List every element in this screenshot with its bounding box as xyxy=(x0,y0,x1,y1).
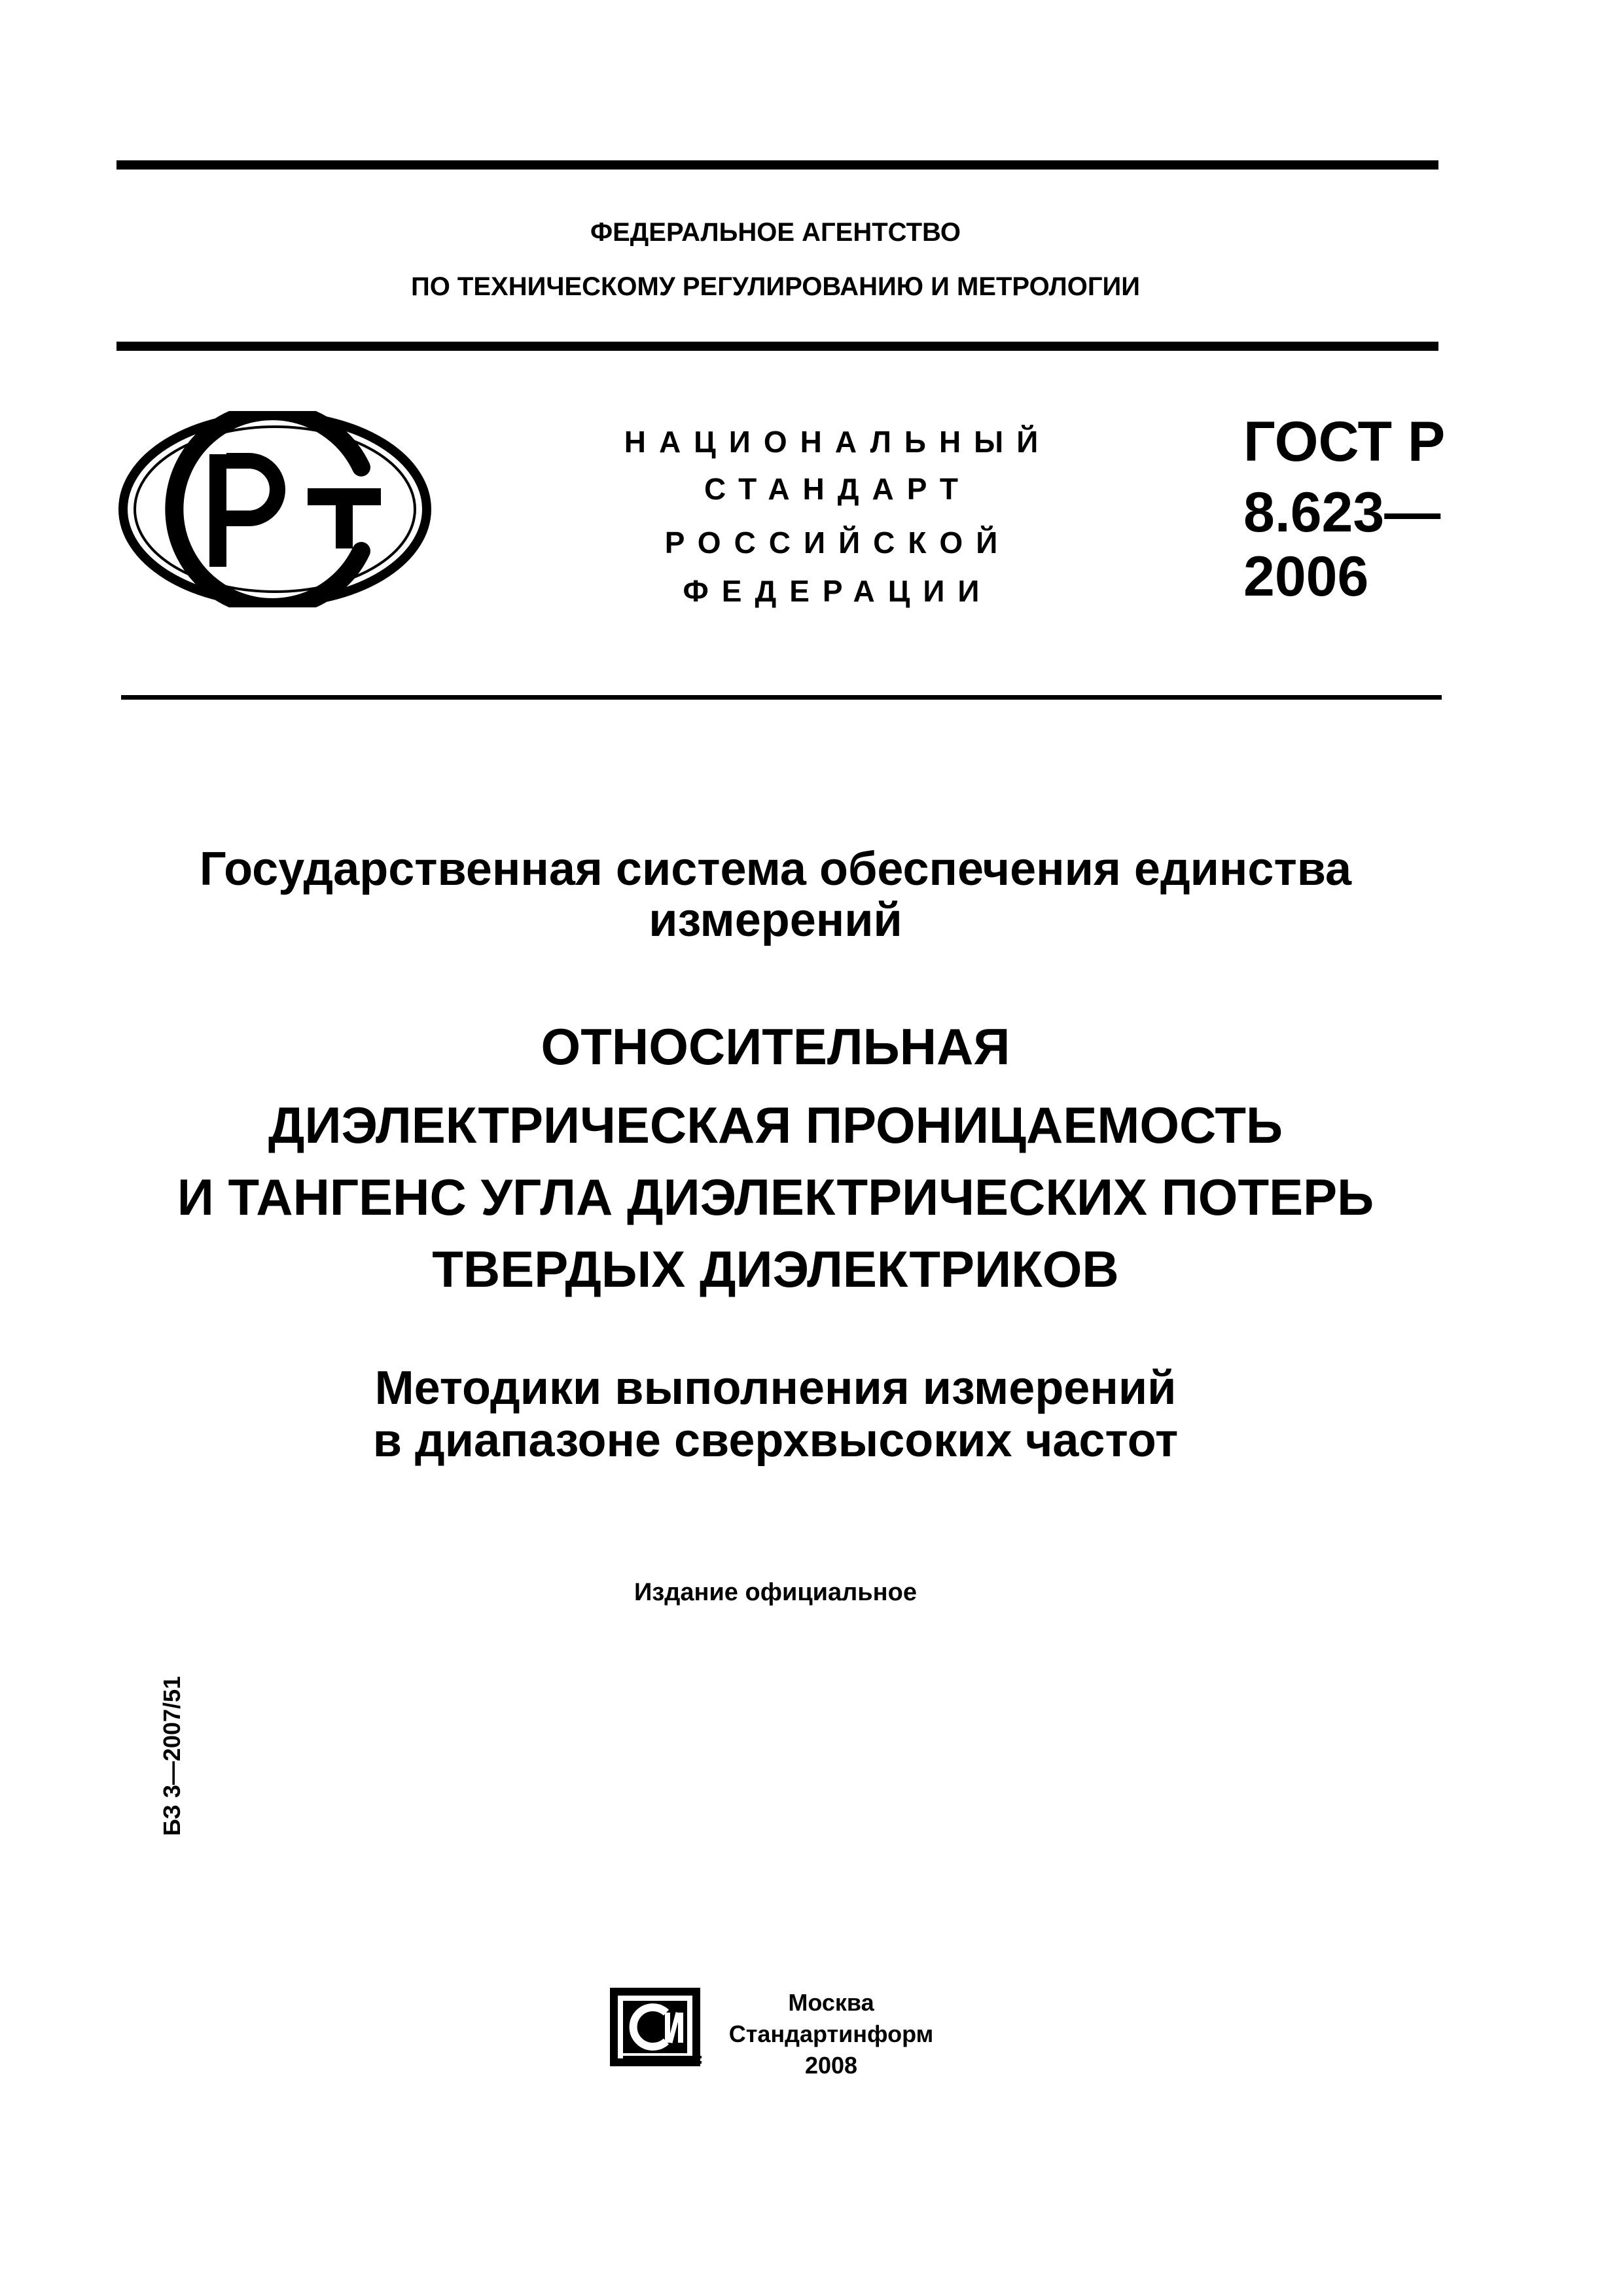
agency-line-2: ПО ТЕХНИЧЕСКОМУ РЕГУЛИРОВАНИЮ И МЕТРОЛОГИИ xyxy=(410,272,1141,301)
publisher-city: Москва xyxy=(788,1989,874,2016)
publisher-year: 2008 xyxy=(804,2052,858,2079)
standartinform-logo xyxy=(609,1986,707,2072)
designation-line-3: 2006 xyxy=(1243,545,1369,608)
designation-line-2: 8.623— xyxy=(1243,481,1441,544)
gost-r-logo xyxy=(118,411,432,607)
top-rule xyxy=(116,160,1438,170)
bz-code: БЗ 3—2007/51 xyxy=(158,1676,185,1836)
agency-rule xyxy=(116,342,1438,351)
edition-label: Издание официальное xyxy=(634,1579,917,1606)
series-line-1: Государственная система обеспечения единства xyxy=(199,843,1352,895)
national-standard-line-1: НАЦИОНАЛЬНЫЙ xyxy=(624,425,1052,459)
publisher-name: Стандартинформ xyxy=(728,2020,934,2047)
header-rule xyxy=(121,695,1442,700)
national-standard-line-4: ФЕДЕРАЦИИ xyxy=(683,574,993,608)
title-line-4: ТВЕРДЫХ ДИЭЛЕКТРИКОВ xyxy=(432,1240,1119,1298)
title-line-2: ДИЭЛЕКТРИЧЕСКАЯ ПРОНИЦАЕМОСТЬ xyxy=(268,1096,1283,1154)
title-line-1: ОТНОСИТЕЛЬНАЯ xyxy=(541,1018,1010,1075)
designation-line-1: ГОСТ Р xyxy=(1243,410,1446,473)
subtitle-line-1: Методики выполнения измерений xyxy=(374,1362,1177,1414)
national-standard-line-2: СТАНДАРТ xyxy=(704,472,971,506)
agency-line-1: ФЕДЕРАЛЬНОЕ АГЕНТСТВО xyxy=(590,218,961,247)
subtitle-line-2: в диапазоне сверхвысоких частот xyxy=(372,1414,1179,1467)
series-line-2: измерений xyxy=(649,894,902,946)
national-standard-line-3: РОССИЙСКОЙ xyxy=(664,526,1011,560)
title-line-3: И ТАНГЕНС УГЛА ДИЭЛЕКТРИЧЕСКИХ ПОТЕРЬ xyxy=(177,1168,1374,1226)
